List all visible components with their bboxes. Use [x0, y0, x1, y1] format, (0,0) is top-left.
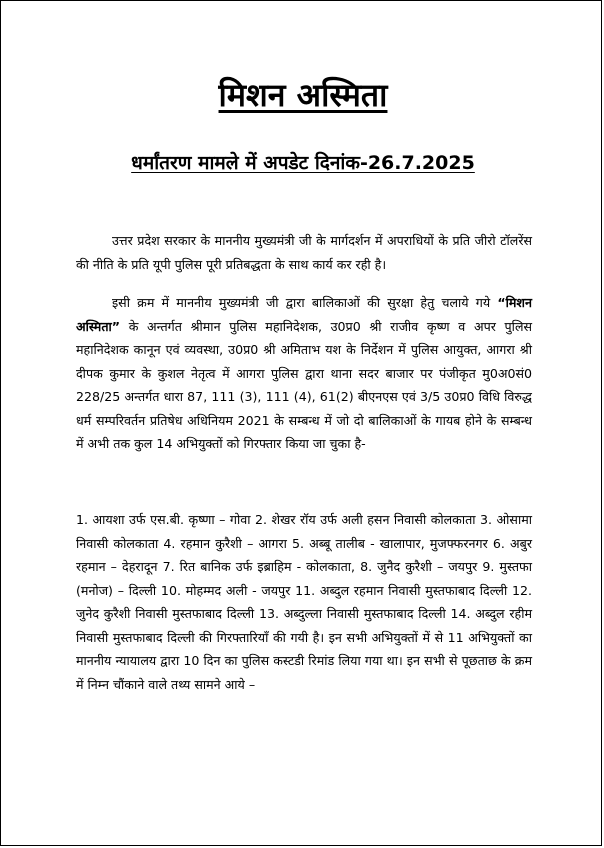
mission-text-rest: के अन्तर्गत श्रीमान पुलिस महानिदेशक, उ0प्र0 श्री राजीव कृष्ण व अपर पुलिस महानिदेशक कानून एवं व्यवस्था, उ0प्र0 श्री अमिताभ यश के निर्देशन में पुलिस आयुक्त, आगरा श्री दीपक कुमार के कुशल नेतृत्व में आगरा पुलिस द्वारा थाना सदर बाजार पर पंजीकृत मु0अ0सं0 228/25 अन्तर्गत धारा 87, 111 (3), 111 (4), 61(2) बीएनएस एवं 3/5 उ0प्र0 विधि विरुद्ध धर्म सम्परिवर्तन प्रतिषेध अधिनियम 2021 के सम्बन्ध में जो दो बालिकाओं के गायब होने के सम्बन्ध में अभी तक कुल 14 अभियुक्तों को गिरफ्तार किया जा चुका है-	[76, 318, 532, 451]
intro-paragraph	[76, 229, 532, 276]
accused-list-text: 1. आयशा उर्फ एस.बी. कृष्णा – गोवा 2. शेखर रॉय उर्फ अली हसन निवासी कोलकाता 3. ओसामा निवासी कोलकाता 4. रहमान कुरैशी – आगरा 5. अब्बू तालीब - खालापार, मुजफ्फरनगर 6. अबुर रहमान – देहरादून 7. रित बानिक उर्फ इब्राहिम - कोलकाता, 8. जुनैद कुरैशी – जयपुर 9. मुस्तफा (मनोज) – दिल्ली 10. मोहम्मद अली - जयपुर 11. अब्दुल रहमान निवासी मुस्तफाबाद दिल्ली 12. जुनेद कुरैशी निवासी मुस्तफाबाद दिल्ली 13. अब्दुल्ला निवासी मुस्तफाबाद दिल्ली 14. अब्दुल रहीम निवासी मुस्तफाबाद दिल्ली की गिरफ्तारियाँ की गयी है। इन सभी अभियुक्तों में से 11 अभियुक्तों का माननीय न्यायालय द्वारा 10 दिन का पुलिस कस्टडी रिमांड लिया गया था। इन सभी से पूछताछ के क्रम में निम्न चौंकाने वाले तथ्य सामने आये –	[76, 512, 532, 692]
document-subtitle: धर्मांतरण मामले में अपडेट दिनांक-26.7.2025	[131, 152, 475, 174]
intro-text: उत्तर प्रदेश सरकार के माननीय मुख्यमंत्री जी के मार्गदर्शन में अपराधियों के प्रति जीरो टॉलरेंस की नीति के प्रति यूपी पुलिस पूरी प्रतिबद्धता के साथ कार्य कर रही है।	[76, 233, 532, 272]
mission-text-start: इसी क्रम में माननीय मुख्यमंत्री जी द्वारा बालिकाओं की सुरक्षा हेतु चलाये गये	[112, 295, 491, 310]
document-title: मिशन अस्मिता	[218, 76, 388, 114]
accused-list-paragraph	[76, 508, 532, 696]
mission-paragraph	[76, 291, 532, 456]
mission-name: “मिशन अस्मिता”	[76, 295, 532, 334]
